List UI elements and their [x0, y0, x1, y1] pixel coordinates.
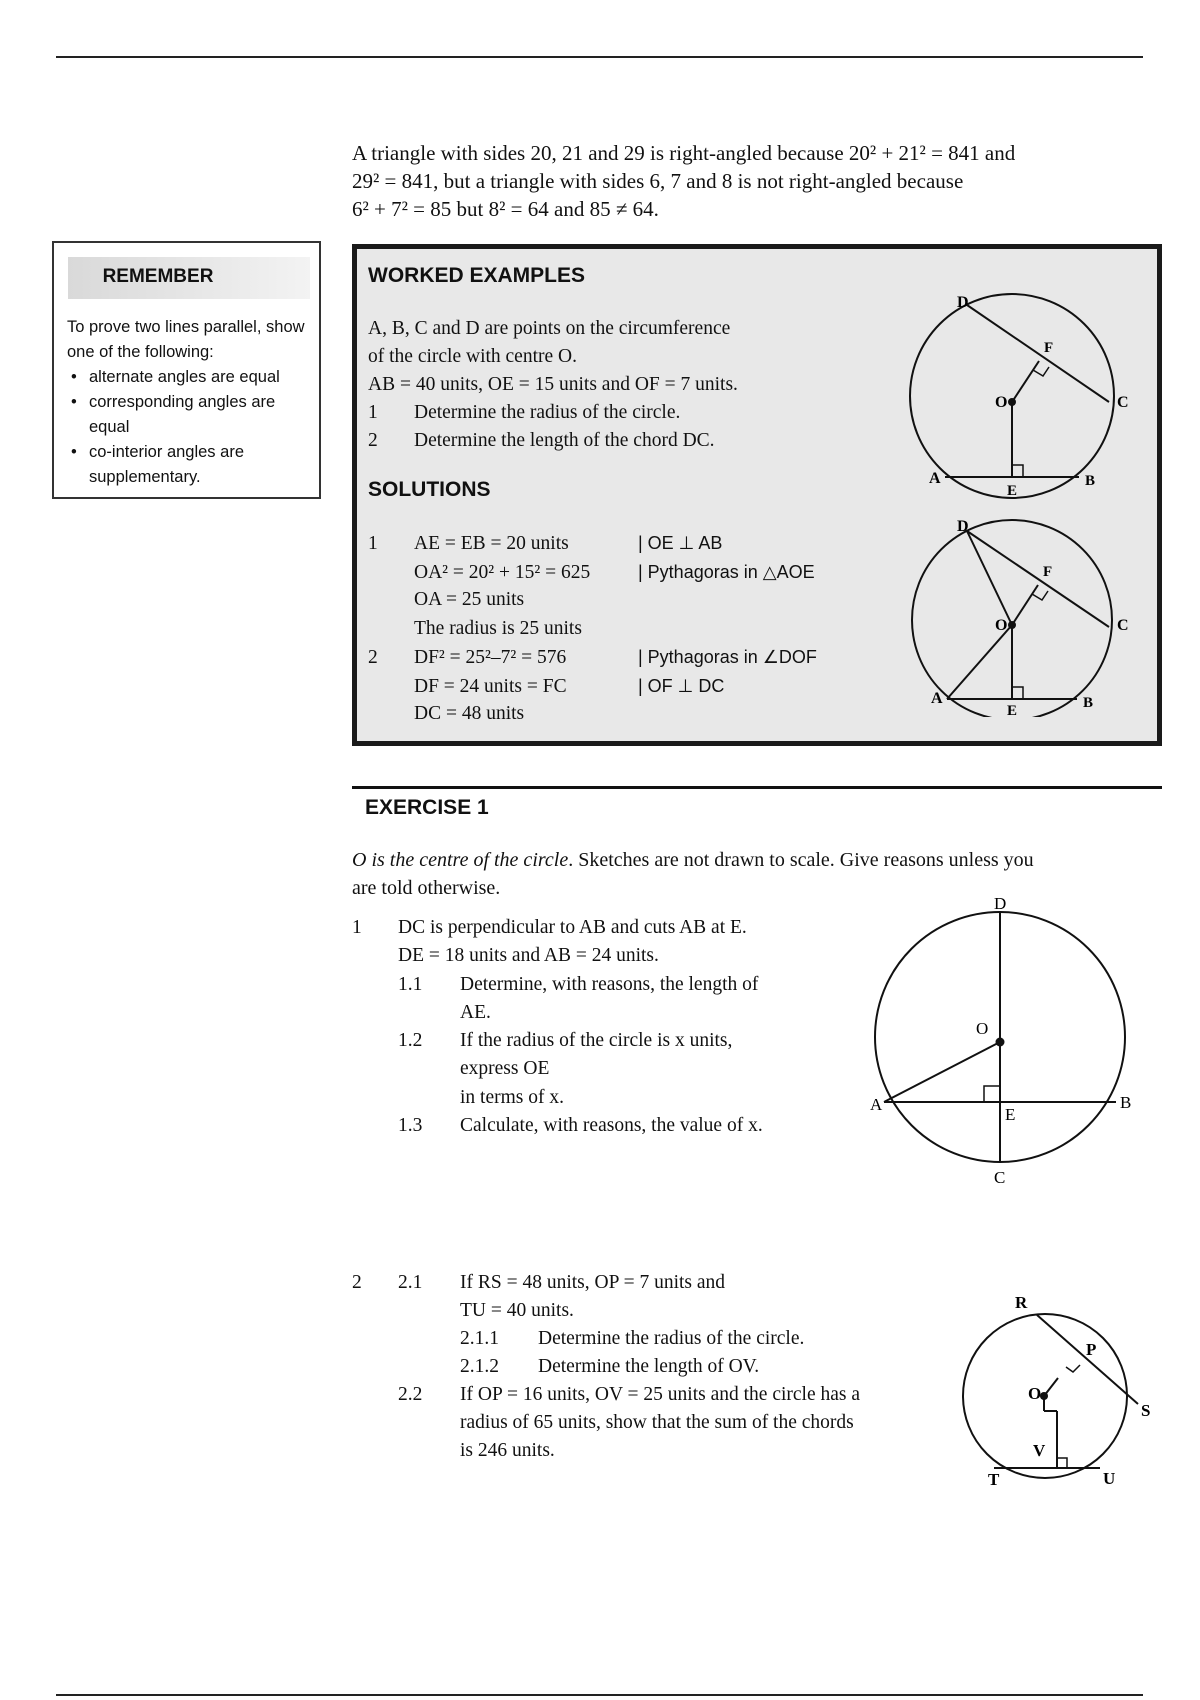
solution-reason: | Pythagoras in △AOE	[638, 561, 815, 582]
part-text: If the radius of the circle is x units,	[460, 1030, 733, 1052]
item-number: 2	[368, 430, 378, 451]
solution-row	[368, 529, 817, 558]
label-v: V	[1033, 1441, 1046, 1460]
part-text: radius of 65 units, show that the sum of the chords	[460, 1412, 854, 1433]
label-b: B	[1085, 473, 1096, 489]
question-1-diagram	[870, 896, 1140, 1192]
part-number: 1.2	[398, 1030, 423, 1052]
subpart-number: 2.1.2	[460, 1356, 499, 1377]
label-e: E	[1005, 1105, 1016, 1124]
label-a: A	[931, 690, 943, 707]
worked-examples-title: WORKED EXAMPLES	[368, 264, 586, 287]
subpart-text: Determine the length of OV.	[538, 1356, 760, 1377]
solution-number: 2	[368, 647, 378, 668]
question-number: 1	[352, 917, 362, 938]
solutions-title: SOLUTIONS	[368, 478, 491, 501]
solution-work: DC = 48 units	[414, 703, 525, 724]
label-e: E	[1007, 483, 1018, 499]
right-angle-mark	[1012, 465, 1023, 477]
solution-row	[368, 672, 817, 701]
centre-dot	[1008, 398, 1016, 406]
part-number: 1.1	[398, 973, 423, 995]
right-angle-mark	[984, 1086, 1000, 1102]
right-angle-mark	[1033, 367, 1049, 376]
solutions-table	[368, 529, 817, 729]
segment-oa	[947, 625, 1012, 699]
solution-work: AE = EB = 20 units	[414, 533, 569, 554]
worked-circle-diagram	[907, 289, 1157, 499]
remember-title: REMEMBER	[102, 266, 214, 287]
remember-header	[68, 257, 310, 299]
centre-dot	[996, 1038, 1005, 1047]
bottom-rule	[56, 1694, 1143, 1696]
exercise-intro	[352, 846, 1142, 902]
part-text: Determine, with reasons, the length of	[460, 973, 759, 995]
subpart-number: 2.1.1	[460, 1328, 499, 1349]
label-r: R	[1015, 1293, 1028, 1312]
question-text: DC is perpendicular to AB and cuts AB at E.	[398, 917, 747, 938]
exercise-title: EXERCISE 1	[365, 796, 489, 819]
worked-question-line: of the circle with centre O.	[368, 346, 577, 367]
question-text: DE = 18 units and AB = 24 units.	[398, 945, 659, 967]
exercise-rule	[352, 786, 1162, 789]
label-e: E	[1007, 703, 1018, 717]
worked-question-line: AB = 40 units, OE = 15 units and OF = 7 units.	[368, 374, 738, 395]
remember-item: • alternate angles are equal	[89, 365, 315, 390]
label-d: D	[994, 896, 1007, 913]
label-p: P	[1086, 1340, 1097, 1359]
exercise-intro-italic: O is the centre of the circle	[352, 849, 569, 871]
question-2-diagram	[960, 1288, 1160, 1488]
item-number: 1	[368, 402, 378, 423]
solution-work: DF = 24 units = FC	[414, 675, 567, 697]
segment-oa	[884, 1042, 1000, 1102]
solution-row	[368, 615, 817, 644]
centre-dot	[1008, 621, 1016, 629]
solution-work: OA² = 20² + 15² = 625	[414, 561, 591, 583]
label-f: F	[1044, 340, 1054, 356]
chord-rs	[1037, 1315, 1138, 1404]
solution-reason: | OF ⊥ DC	[638, 675, 725, 696]
label-b: B	[1083, 695, 1094, 711]
solution-work: DF² = 25²–7² = 576	[414, 647, 567, 668]
label-c: C	[994, 1168, 1006, 1187]
solution-reason: | OE ⊥ AB	[638, 533, 723, 553]
worked-examples-box	[352, 244, 1162, 746]
solution-number: 1	[368, 533, 378, 554]
exercise-intro-text: are told otherwise.	[352, 877, 501, 899]
label-o: O	[995, 394, 1008, 411]
part-text: is 246 units.	[460, 1440, 555, 1461]
subpart-text: Determine the radius of the circle.	[538, 1328, 805, 1349]
solution-row	[368, 700, 817, 729]
part-text: If OP = 16 units, OV = 25 units and the circle has a	[460, 1384, 861, 1405]
remember-item: • corresponding angles are equal	[89, 390, 315, 440]
remember-lead: To prove two lines parallel, show one of the following:	[67, 318, 305, 361]
label-o: O	[1028, 1384, 1042, 1403]
intro-line: 29² = 841, but a triangle with sides 6, 7 and 8 is not right-angled because	[352, 169, 964, 193]
label-o: O	[976, 1019, 989, 1038]
part-number: 2.2	[398, 1384, 423, 1405]
part-text: TU = 40 units.	[460, 1300, 574, 1321]
worked-question	[368, 315, 738, 455]
part-text: AE.	[460, 1001, 491, 1023]
top-rule	[56, 56, 1143, 58]
item-text: Determine the radius of the circle.	[414, 402, 681, 423]
segment-of	[1012, 585, 1038, 625]
question-1	[352, 914, 763, 1140]
part-text: in terms of x.	[460, 1086, 564, 1108]
remember-list	[67, 365, 315, 490]
question-number: 2	[352, 1272, 362, 1293]
remember-item: • co-interior angles are supplementary.	[89, 440, 315, 490]
label-f: F	[1043, 564, 1053, 580]
label-o: O	[995, 617, 1008, 634]
part-text: express OE	[460, 1058, 550, 1080]
label-t: T	[988, 1470, 1000, 1488]
solution-row	[368, 643, 817, 672]
label-d: D	[957, 518, 969, 535]
label-s: S	[1141, 1401, 1151, 1420]
remember-body	[67, 315, 315, 490]
remember-box	[52, 241, 321, 499]
part-text: If RS = 48 units, OP = 7 units and	[460, 1272, 726, 1293]
label-a: A	[929, 470, 941, 487]
part-number: 2.1	[398, 1272, 423, 1293]
item-text: Determine the length of the chord DC.	[414, 430, 715, 451]
worked-question-line: A, B, C and D are points on the circumference	[368, 318, 731, 339]
label-u: U	[1103, 1469, 1116, 1488]
chord-dc	[967, 305, 1109, 402]
label-b: B	[1120, 1093, 1132, 1112]
solution-circle-diagram	[907, 517, 1157, 717]
intro-line: A triangle with sides 20, 21 and 29 is right-angled because 20² + 21² = 841 and	[352, 141, 1016, 165]
segment-of	[1012, 361, 1039, 402]
intro-line: 6² + 7² = 85 but 8² = 64 and 85 ≠ 64.	[352, 197, 659, 221]
exercise-intro-text: . Sketches are not drawn to scale. Give reasons unless you	[568, 849, 1034, 871]
worked-question-item	[368, 399, 738, 427]
label-d: D	[957, 294, 969, 311]
worked-question-item	[368, 427, 738, 455]
chord-dc	[967, 531, 1109, 627]
label-a: A	[870, 1095, 883, 1114]
solution-work: OA = 25 units	[414, 589, 525, 610]
part-text: Calculate, with reasons, the value of x.	[460, 1115, 763, 1137]
solution-row	[368, 558, 817, 587]
solution-row	[368, 586, 817, 615]
right-angle-mark	[1012, 687, 1023, 699]
part-number: 1.3	[398, 1115, 423, 1137]
solution-work: The radius is 25 units	[414, 617, 582, 639]
solution-reason: | Pythagoras in ∠DOF	[638, 647, 817, 667]
question-2	[352, 1269, 860, 1465]
intro-paragraph	[352, 139, 1112, 223]
label-c: C	[1117, 394, 1129, 411]
right-angle-mark	[1066, 1365, 1080, 1372]
label-c: C	[1117, 617, 1129, 634]
right-angle-mark	[1057, 1458, 1067, 1468]
